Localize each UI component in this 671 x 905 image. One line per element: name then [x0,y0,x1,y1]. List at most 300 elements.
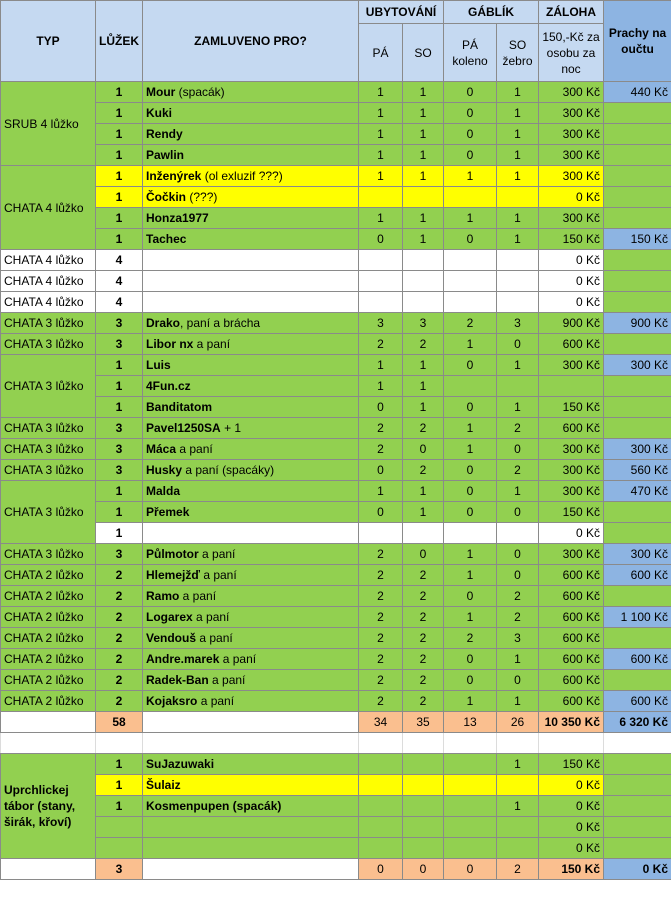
guest-note: (???) [186,190,218,204]
booking-row [1,145,671,166]
stay-sat-cell: 1 [403,397,444,418]
booking-row [1,124,671,145]
food-sat-cell: 2 [497,586,539,607]
booking-row [1,502,671,523]
booking-row [1,628,671,649]
guest-name: Hlemejžď [146,568,200,582]
paid-cell [604,754,671,775]
booked-for-cell [143,313,359,334]
booked-for-cell [143,628,359,649]
guest-name: Mour [146,85,176,99]
booked-for-cell [143,166,359,187]
stay-fri-cell: 1 [359,166,403,187]
food-fri-cell [444,376,497,397]
room-type-cell: CHATA 2 lůžko [1,628,96,649]
food-fri-cell: 1 [444,691,497,712]
food-fri-cell [444,187,497,208]
food-fri-cell: 1 [444,418,497,439]
stay-sat-cell [403,271,444,292]
guest-name: Pavel1250SA [146,421,221,435]
booking-row [1,565,671,586]
refugee-totals-prachy: 0 Kč [604,859,671,880]
deposit-cell: 150 Kč [539,754,604,775]
deposit-cell: 600 Kč [539,586,604,607]
stay-sat-cell: 0 [403,439,444,460]
food-sat-cell: 1 [497,481,539,502]
stay-sat-cell: 0 [403,544,444,565]
food-sat-cell: 2 [497,418,539,439]
food-sat-cell: 2 [497,607,539,628]
header-zamluveno: ZAMLUVENO PRO? [143,1,359,82]
totals-zaloha: 10 350 Kč [539,712,604,733]
booked-for-cell [143,607,359,628]
food-fri-cell [444,838,497,859]
stay-sat-cell [403,775,444,796]
food-sat-cell: 0 [497,439,539,460]
booking-row [1,691,671,712]
header-zaloha-sub: 150,-Kč za osobu za noc [539,24,604,82]
food-fri-cell: 0 [444,649,497,670]
booked-for-cell [143,208,359,229]
paid-cell: 1 100 Kč [604,607,671,628]
guest-name: Drako [146,316,181,330]
deposit-cell: 600 Kč [539,649,604,670]
booking-row [1,460,671,481]
guest-note: a paní [179,589,217,603]
deposit-cell [539,376,604,397]
guest-name: Libor nx [146,337,194,351]
beds-cell: 2 [96,565,143,586]
beds-cell: 3 [96,544,143,565]
paid-cell [604,670,671,691]
deposit-cell: 0 Kč [539,523,604,544]
guest-name: Kojaksro [146,694,198,708]
stay-fri-cell: 1 [359,208,403,229]
booking-row [1,355,671,376]
stay-fri-cell: 0 [359,229,403,250]
guest-note: a paní [199,568,237,582]
stay-sat-cell: 1 [403,124,444,145]
room-type-cell: CHATA 4 lůžko [1,292,96,313]
guest-note: a paní [176,442,213,456]
room-type-cell: CHATA 3 lůžko [1,460,96,481]
stay-sat-cell [403,187,444,208]
beds-cell: 2 [96,607,143,628]
header-ubytovani-so: SO [403,24,444,82]
totals-g-pa: 13 [444,712,497,733]
food-fri-cell [444,523,497,544]
beds-cell: 2 [96,670,143,691]
food-fri-cell: 0 [444,103,497,124]
booking-row [1,670,671,691]
guest-name: Luis [146,358,171,372]
refugee-body [1,754,671,859]
guest-name: Radek-Ban [146,673,209,687]
food-sat-cell [497,817,539,838]
booked-for-cell [143,754,359,775]
guest-note: , paní a brácha [180,316,261,330]
guest-note: a paní [196,631,233,645]
totals-u-pa: 34 [359,712,403,733]
guest-name: Šulaiz [146,778,181,792]
booking-row [1,292,671,313]
booking-row [1,523,671,544]
food-sat-cell: 1 [497,208,539,229]
refugee-totals-row [1,859,671,880]
guest-name: 4Fun.cz [146,379,191,393]
booked-for-cell [143,670,359,691]
room-type-cell: CHATA 2 lůžko [1,565,96,586]
food-sat-cell: 0 [497,565,539,586]
stay-fri-cell: 2 [359,565,403,586]
beds-cell: 1 [96,145,143,166]
food-sat-cell [497,523,539,544]
food-sat-cell: 3 [497,628,539,649]
food-sat-cell: 1 [497,82,539,103]
beds-cell: 2 [96,628,143,649]
food-sat-cell: 0 [497,544,539,565]
booked-for-cell [143,229,359,250]
booked-for-cell [143,271,359,292]
room-type-cell: CHATA 2 lůžko [1,607,96,628]
booked-for-cell [143,250,359,271]
paid-cell [604,796,671,817]
food-fri-cell: 0 [444,502,497,523]
deposit-cell: 600 Kč [539,565,604,586]
stay-sat-cell: 1 [403,208,444,229]
booking-row [1,229,671,250]
paid-cell [604,376,671,397]
stay-sat-cell: 2 [403,628,444,649]
paid-cell [604,187,671,208]
deposit-cell: 600 Kč [539,670,604,691]
stay-sat-cell: 1 [403,355,444,376]
food-sat-cell: 1 [497,166,539,187]
header-ubytovani-pa: PÁ [359,24,403,82]
room-type-cell: CHATA 2 lůžko [1,649,96,670]
guest-note: a paní [193,337,231,351]
booking-row [1,439,671,460]
booked-for-cell [143,481,359,502]
food-sat-cell: 1 [497,124,539,145]
header-typ: TYP [1,1,96,82]
stay-fri-cell: 1 [359,355,403,376]
deposit-cell: 300 Kč [539,481,604,502]
room-type-cell: CHATA 2 lůžko [1,586,96,607]
room-type-cell: CHATA 3 lůžko [1,439,96,460]
stay-fri-cell: 1 [359,82,403,103]
stay-fri-cell: 1 [359,481,403,502]
stay-fri-cell: 2 [359,418,403,439]
refugee-totals-u-pa: 0 [359,859,403,880]
booking-row [1,649,671,670]
beds-cell: 1 [96,754,143,775]
booking-row [1,586,671,607]
food-sat-cell: 0 [497,670,539,691]
booking-row [1,334,671,355]
booked-for-cell [143,460,359,481]
food-fri-cell: 1 [444,166,497,187]
food-fri-cell: 1 [444,544,497,565]
booked-for-cell [143,355,359,376]
food-fri-cell [444,817,497,838]
guest-name: Půlmotor [146,547,199,561]
paid-cell: 560 Kč [604,460,671,481]
room-type-cell: CHATA 4 lůžko [1,250,96,271]
beds-cell: 3 [96,439,143,460]
totals-body [1,712,671,754]
booking-row [1,376,671,397]
stay-sat-cell: 2 [403,334,444,355]
deposit-cell: 0 Kč [539,187,604,208]
beds-cell: 1 [96,124,143,145]
refugee-totals-zaloha: 150 Kč [539,859,604,880]
booking-row [1,796,671,817]
deposit-cell: 300 Kč [539,544,604,565]
booked-for-cell [143,103,359,124]
beds-cell: 1 [96,187,143,208]
food-fri-cell: 1 [444,439,497,460]
food-sat-cell [497,292,539,313]
paid-cell [604,250,671,271]
stay-fri-cell [359,775,403,796]
beds-cell: 1 [96,229,143,250]
room-type-cell: CHATA 3 lůžko [1,313,96,334]
stay-sat-cell: 2 [403,670,444,691]
booked-for-cell [143,817,359,838]
stay-fri-cell [359,838,403,859]
stay-sat-cell: 2 [403,586,444,607]
beds-cell: 3 [96,418,143,439]
stay-fri-cell [359,817,403,838]
paid-cell [604,523,671,544]
stay-sat-cell: 2 [403,418,444,439]
beds-cell: 3 [96,313,143,334]
food-sat-cell [497,838,539,859]
stay-sat-cell: 2 [403,460,444,481]
deposit-cell: 150 Kč [539,502,604,523]
stay-sat-cell: 3 [403,313,444,334]
food-sat-cell [497,775,539,796]
booking-row [1,481,671,502]
guest-note: a paní [198,547,236,561]
guest-note: a paní [197,694,235,708]
booking-row [1,313,671,334]
guest-note: a paní [208,673,246,687]
room-type-cell: SRUB 4 lůžko [1,82,96,166]
stay-fri-cell: 1 [359,145,403,166]
stay-fri-cell: 2 [359,670,403,691]
beds-cell: 1 [96,502,143,523]
booked-for-cell [143,544,359,565]
deposit-cell: 0 Kč [539,838,604,859]
stay-fri-cell: 2 [359,691,403,712]
food-fri-cell: 1 [444,565,497,586]
booked-for-cell [143,649,359,670]
booked-for-cell [143,838,359,859]
beds-cell: 4 [96,292,143,313]
deposit-cell: 0 Kč [539,796,604,817]
booking-row [1,817,671,838]
header-luzek: LŮŽEK [96,1,143,82]
food-sat-cell: 1 [497,103,539,124]
stay-sat-cell: 1 [403,229,444,250]
food-fri-cell [444,775,497,796]
guest-note: (spacák) [175,85,225,99]
guest-note: a paní [219,652,257,666]
beds-cell: 1 [96,355,143,376]
beds-cell: 1 [96,775,143,796]
booked-for-cell [143,439,359,460]
guest-name: Banditatom [146,400,212,414]
guest-name: Inženýrek [146,169,202,183]
booking-row [1,775,671,796]
room-type-cell: CHATA 4 lůžko [1,166,96,250]
paid-cell: 600 Kč [604,565,671,586]
stay-fri-cell: 2 [359,334,403,355]
deposit-cell: 600 Kč [539,691,604,712]
stay-sat-cell [403,523,444,544]
food-sat-cell: 1 [497,754,539,775]
header-gablik: GÁBLÍK [444,1,539,24]
guest-name: Čočkin [146,190,187,204]
deposit-cell: 300 Kč [539,166,604,187]
deposit-cell: 150 Kč [539,229,604,250]
booked-for-cell [143,523,359,544]
stay-sat-cell [403,754,444,775]
beds-cell: 1 [96,208,143,229]
paid-cell [604,586,671,607]
stay-fri-cell [359,523,403,544]
paid-cell: 600 Kč [604,649,671,670]
stay-sat-cell: 2 [403,607,444,628]
paid-cell [604,124,671,145]
food-fri-cell: 2 [444,628,497,649]
beds-cell: 4 [96,271,143,292]
food-fri-cell: 1 [444,334,497,355]
stay-sat-cell: 1 [403,502,444,523]
stay-sat-cell: 1 [403,376,444,397]
stay-fri-cell [359,250,403,271]
paid-cell [604,397,671,418]
food-sat-cell: 3 [497,313,539,334]
food-sat-cell: 1 [497,229,539,250]
refugee-totals-name [143,859,359,880]
header-ubytovani: UBYTOVÁNÍ [359,1,444,24]
food-sat-cell [497,271,539,292]
guest-name: Honza1977 [146,211,209,225]
main-body [1,82,671,712]
food-fri-cell [444,271,497,292]
paid-cell [604,775,671,796]
guest-name: Pawlin [146,148,185,162]
room-type-cell: CHATA 3 lůžko [1,418,96,439]
paid-cell [604,838,671,859]
paid-cell [604,145,671,166]
stay-fri-cell: 3 [359,313,403,334]
stay-sat-cell [403,796,444,817]
guest-note: a paní (spacáky) [182,463,275,477]
totals-row [1,712,671,733]
deposit-cell: 0 Kč [539,775,604,796]
deposit-cell: 300 Kč [539,439,604,460]
refugee-totals-luzek: 3 [96,859,143,880]
guest-name: Přemek [146,505,190,519]
guest-name: Kuki [146,106,173,120]
food-sat-cell: 0 [497,334,539,355]
stay-sat-cell: 1 [403,166,444,187]
stay-sat-cell: 1 [403,145,444,166]
beds-cell: 1 [96,397,143,418]
stay-sat-cell: 2 [403,565,444,586]
food-fri-cell: 0 [444,145,497,166]
booked-for-cell [143,124,359,145]
food-sat-cell: 1 [497,397,539,418]
stay-sat-cell [403,817,444,838]
totals-g-so: 26 [497,712,539,733]
paid-cell: 440 Kč [604,82,671,103]
booked-for-cell [143,376,359,397]
beds-cell: 1 [96,82,143,103]
stay-fri-cell: 2 [359,544,403,565]
paid-cell [604,502,671,523]
stay-fri-cell: 1 [359,103,403,124]
room-type-cell: CHATA 2 lůžko [1,670,96,691]
food-sat-cell [497,187,539,208]
food-sat-cell [497,376,539,397]
booked-for-cell [143,334,359,355]
deposit-cell: 150 Kč [539,397,604,418]
booking-row [1,250,671,271]
booking-row [1,166,671,187]
deposit-cell: 600 Kč [539,334,604,355]
header-zaloha: ZÁLOHA [539,1,604,24]
paid-cell: 300 Kč [604,355,671,376]
food-fri-cell: 0 [444,82,497,103]
food-sat-cell: 1 [497,355,539,376]
deposit-cell: 0 Kč [539,292,604,313]
stay-sat-cell: 1 [403,103,444,124]
booked-for-cell [143,775,359,796]
food-sat-cell: 1 [497,691,539,712]
beds-cell: 2 [96,691,143,712]
booked-for-cell [143,187,359,208]
deposit-cell: 600 Kč [539,628,604,649]
stay-fri-cell: 1 [359,376,403,397]
totals-prachy: 6 320 Kč [604,712,671,733]
food-fri-cell [444,250,497,271]
room-type-cell: CHATA 4 lůžko [1,271,96,292]
guest-note: + 1 [220,421,242,435]
stay-fri-cell [359,187,403,208]
beds-cell: 1 [96,523,143,544]
food-fri-cell: 2 [444,313,497,334]
room-type-cell: CHATA 3 lůžko [1,355,96,418]
stay-fri-cell: 1 [359,124,403,145]
booking-row [1,754,671,775]
beds-cell: 1 [96,166,143,187]
guest-name: Kosmenpupen (spacák) [146,799,282,813]
refugee-totals-g-so: 2 [497,859,539,880]
food-sat-cell [497,250,539,271]
stay-sat-cell: 1 [403,481,444,502]
guest-name: Rendy [146,127,183,141]
booking-row [1,544,671,565]
deposit-cell: 300 Kč [539,355,604,376]
booking-row [1,271,671,292]
booking-row [1,607,671,628]
totals-luzek: 58 [96,712,143,733]
